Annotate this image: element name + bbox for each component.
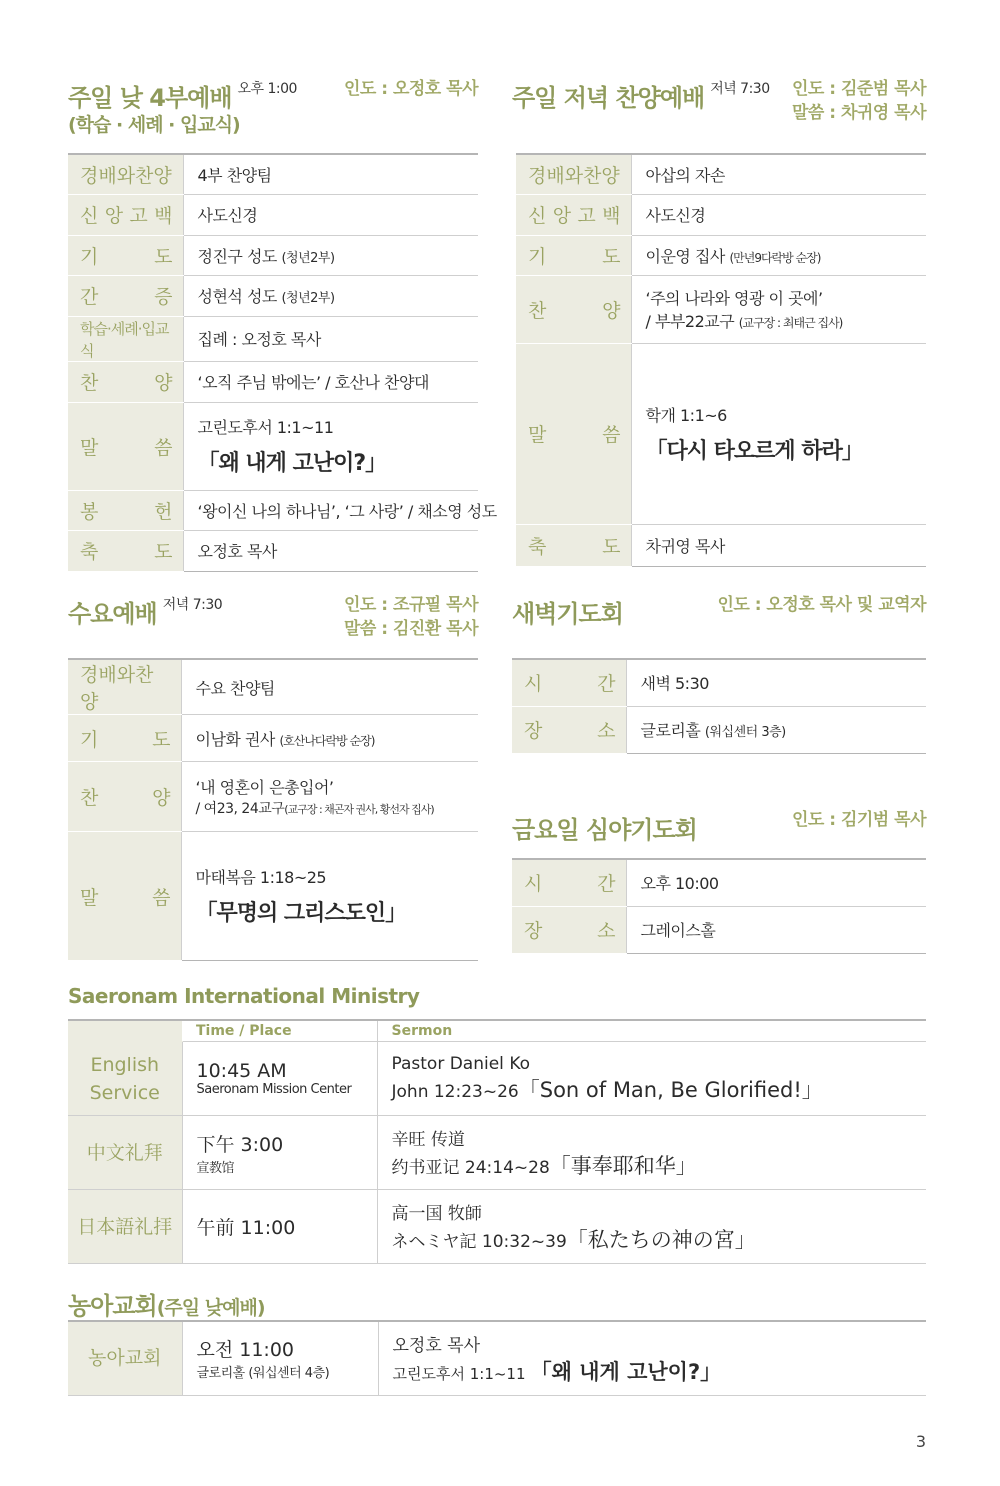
sunday-day-title: 주일 낮 4부예배 $^{오후 1:00}$ [68, 81, 297, 112]
table-row [516, 194, 926, 235]
row-label: 찬 양 [80, 787, 171, 809]
row-note: (만년9다락방 순장) [729, 250, 821, 265]
friday-title: 금요일 심야기도회 [512, 816, 697, 844]
service-time: 下午 3:00 [196, 1133, 284, 1156]
row-label: 신 앙 고 백 [80, 205, 173, 227]
table-row [68, 1116, 926, 1190]
row-label: 경배와찬양 [528, 164, 620, 187]
service-time: 午前 11:00 [196, 1217, 296, 1239]
row-value: 차귀영 목사 [631, 524, 926, 566]
table-row [516, 275, 926, 343]
table-row [516, 524, 926, 566]
row-value: 성현석 성도 [197, 287, 277, 306]
wednesday-leaders [344, 593, 478, 641]
sunday-day-leader: 인도 : 오정호 목사 [343, 79, 478, 99]
table-row [68, 402, 478, 490]
row-label: 말 씀 [80, 886, 171, 909]
sermon-reference: 约书亚记 24:14~28 [391, 1158, 550, 1178]
row-value: 4부 찬양팀 [183, 154, 478, 194]
dawn-title: 새벽기도회 [512, 600, 623, 628]
row-value: 글로리홀 [640, 721, 701, 740]
row-label: 찬 양 [80, 372, 173, 394]
sermon-reference: John 12:23~26 [391, 1081, 519, 1102]
sermon-title: 「왜 내게 고난이?」 [197, 451, 387, 476]
row-note: (교구장 : 채곤자 권사, 황선자 집사) [284, 803, 434, 816]
row-label: 장 소 [524, 920, 616, 942]
row-value: 오정호 목사 [183, 530, 478, 571]
row-label: 中文礼拜 [68, 1116, 182, 1190]
row-label: 축 도 [528, 535, 621, 558]
table-header [68, 1020, 926, 1042]
table-row [68, 316, 478, 361]
row-label: 말 씀 [80, 436, 173, 459]
row-label: 기 도 [528, 245, 621, 268]
row-value: 사도신경 [183, 194, 478, 235]
row-note: (청년2부) [281, 291, 335, 306]
dawn-table [512, 658, 926, 754]
sunday-evening-title: 주일 저녁 찬양예배 $^{저녁 7:30}$ [512, 81, 770, 112]
row-value: 오후 10:00 [626, 859, 926, 906]
table-row [68, 361, 478, 402]
row-label: 찬 양 [528, 299, 621, 322]
row-value-2: / 여23, 24교구 [195, 801, 285, 817]
row-label: 축 도 [80, 541, 173, 563]
service-place: 글로리홀 (워십센터 4층) [196, 1366, 330, 1382]
sermon-reference: 마태복음 1:18~25 [195, 868, 327, 887]
table-row [512, 659, 926, 706]
wednesday-time: 저녁 7:30 [162, 597, 223, 613]
wednesday-title: 수요예배 $^{저녁 7:30}$ [68, 597, 223, 628]
service-time: 오전 11:00 [196, 1339, 295, 1362]
row-label: 간 증 [80, 286, 173, 308]
sunday-day-time: 오후 1:00 [237, 81, 297, 97]
row-value: 정진구 성도 [197, 246, 277, 266]
dawn-leader: 인도 : 오정호 목사 및 교역자 [717, 595, 926, 615]
row-label: 시 간 [524, 673, 616, 696]
sermon-reference: 고린도후서 1:1~11 [392, 1364, 526, 1383]
table-row [512, 906, 926, 953]
sunday-evening-leaders [792, 77, 926, 125]
table-row [68, 1321, 926, 1395]
row-label: 기 도 [80, 245, 173, 268]
table-row [68, 275, 478, 316]
table-row [68, 1190, 926, 1264]
table-row [68, 194, 478, 235]
row-value: 수요 찬양팀 [181, 659, 478, 715]
wednesday-preacher: 말씀 : 김진환 목사 [343, 619, 478, 639]
row-label: English Service [68, 1042, 182, 1116]
row-value: 사도신경 [631, 194, 926, 235]
row-label: 기 도 [80, 728, 171, 751]
row-label: 장 소 [524, 720, 616, 742]
preacher: 오정호 목사 [392, 1335, 481, 1356]
sermon-title: 「Son of Man, Be Glorified!」 [518, 1077, 823, 1102]
table-row [68, 659, 478, 715]
deaf-table [68, 1320, 926, 1396]
table-row [68, 832, 478, 961]
sunday-day-table [68, 153, 497, 572]
row-value: ‘주의 나라와 영광 이 곳에’ [645, 289, 823, 308]
col-header-sermon: Sermon [377, 1020, 926, 1042]
col-header-time: Time / Place [182, 1020, 377, 1042]
table-row [68, 715, 478, 762]
sunday-evening-leader: 인도 : 김준범 목사 [791, 79, 926, 99]
row-note: (호산나다락방 순장) [279, 733, 375, 748]
row-value: 이운영 집사 [645, 246, 725, 266]
table-row [516, 235, 926, 275]
friday-table [512, 858, 926, 954]
wednesday-table [68, 658, 478, 961]
service-time: 10:45 AM [196, 1060, 287, 1082]
sermon-reference: 학개 1:1~6 [645, 405, 727, 425]
row-value: ‘내 영혼이 은총입어’ [195, 778, 334, 797]
row-note: (교구장 : 최태근 집사) [738, 316, 843, 330]
service-place: Saeronam Mission Center [196, 1082, 352, 1097]
sunday-evening-time: 저녁 7:30 [710, 81, 770, 97]
sunday-evening-preacher: 말씀 : 차귀영 목사 [791, 103, 926, 123]
table-row [68, 154, 478, 194]
table-row [512, 706, 926, 753]
table-row [68, 762, 478, 832]
friday-leader: 인도 : 김기범 목사 [791, 810, 926, 830]
table-row [516, 154, 926, 194]
row-note: (청년2부) [281, 250, 335, 266]
row-label: 봉 헌 [80, 500, 173, 523]
deaf-title: 농아교회(주일 낮예배) [68, 1292, 265, 1320]
row-value: 그레이스홀 [626, 906, 926, 953]
table-row [68, 490, 478, 530]
intl-table [68, 1019, 926, 1264]
row-value: 이남화 권사 [195, 729, 275, 749]
sunday-day-subtitle: (학습 · 세례 · 입교식) [68, 114, 240, 136]
table-row [68, 530, 478, 571]
sermon-title: 「私たちの神の宮」 [566, 1228, 756, 1252]
row-value: 아삽의 자손 [631, 154, 926, 194]
sermon-title: 「왜 내게 고난이?」 [530, 1359, 722, 1384]
row-label: 경배와찬양 [80, 664, 154, 713]
sermon-title: 「다시 타오르게 하라」 [645, 438, 863, 464]
row-label: 신 앙 고 백 [528, 205, 621, 227]
row-value-2: / 부부22교구 [645, 312, 735, 331]
wednesday-leader: 인도 : 조규필 목사 [343, 595, 478, 615]
row-value: 집례 : 오정호 목사 [183, 316, 478, 361]
preacher: Pastor Daniel Ko [391, 1053, 531, 1074]
row-value: ‘왕이신 나의 하나님’, ‘그 사랑’ / 채소영 성도 [183, 490, 478, 530]
row-label: 학습·세례·입교식 [80, 319, 169, 360]
table-row [68, 1042, 926, 1116]
sermon-reference: 고린도후서 1:1~11 [197, 418, 334, 437]
table-row [516, 343, 926, 524]
sunday-evening-table [516, 153, 926, 567]
row-label: 시 간 [524, 873, 616, 896]
table-row [68, 235, 478, 275]
sermon-reference: ネヘミヤ記 10:32~39 [391, 1232, 567, 1252]
intl-title: Saeronam International Ministry [68, 984, 420, 1008]
row-label: 日本語礼拝 [68, 1190, 182, 1264]
page-number: 3 [915, 1432, 926, 1451]
service-place: 宣教馆 [196, 1160, 235, 1176]
preacher: 辛旺 传道 [391, 1130, 465, 1150]
row-label: 경배와찬양 [80, 164, 172, 187]
row-note: (워십센터 3층) [704, 725, 786, 740]
row-value: 새벽 5:30 [626, 659, 926, 706]
sermon-title: 「무명의 그리스도인」 [195, 901, 407, 926]
row-value: ‘오직 주님 밖에는’ / 호산나 찬양대 [183, 361, 478, 402]
deaf-title-paren: (주일 낮예배) [156, 1297, 265, 1319]
table-row [512, 859, 926, 906]
row-label: 말 씀 [528, 424, 621, 446]
preacher: 高一国 牧師 [391, 1204, 482, 1224]
row-label: 농아교회 [68, 1321, 182, 1395]
sermon-title: 「事奉耶和华」 [549, 1154, 697, 1178]
